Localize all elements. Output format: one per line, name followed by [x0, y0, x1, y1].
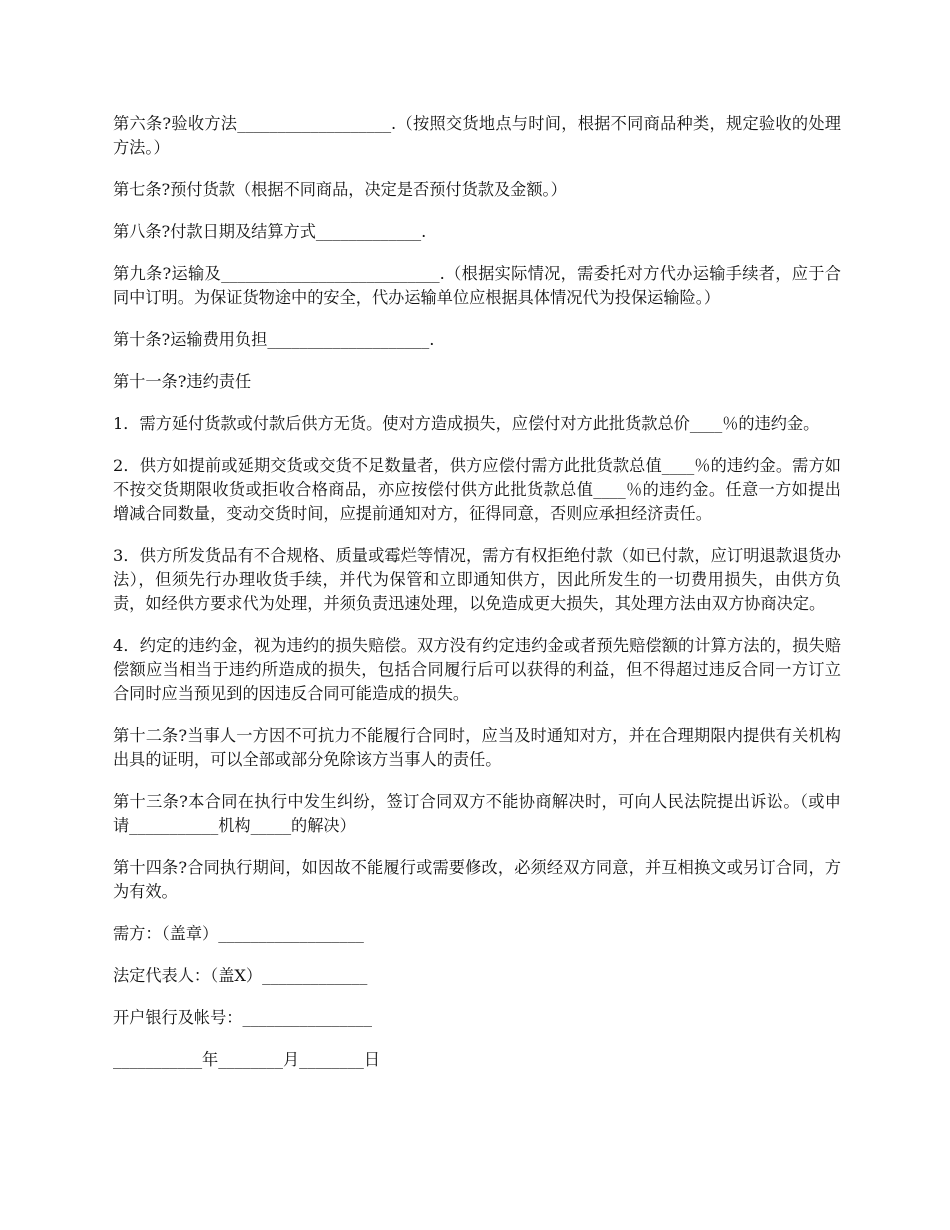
liability-item-2: 2．供方如提前或延期交货或交货不足数量者，供方应偿付需方此批货款总值____％的违约金。需方如不按交货期限收货或拒收合格商品，亦应按偿付供方此批货款总值____％的违约金。任意一方如提出增减合同数量，变动交货时间，应提前通知对方，征得同意，否则应承担经济责任。 — [113, 456, 841, 523]
clause-7-prepayment: 第七条?预付货款（根据不同商品，决定是否预付货款及金额。） — [113, 180, 567, 199]
liability-item-3: 3．供方所发货品有不合规格、质量或霉烂等情况，需方有权拒绝付款（如已付款，应订明退款退货办法），但须先行办理收货手续，并代为保管和立即通知供方，因此所发生的一切费用损失，由供方负责，如经供方要求代为处理，并须负责迅速处理，以免造成更大损失，其处理方法由双方协商决定。 — [113, 546, 841, 613]
legal-representative-line: 法定代表人：（盖X）_____________ — [113, 966, 368, 985]
clause-11-liability-heading: 第十一条?违约责任 — [113, 372, 252, 391]
buyer-seal-line: 需方：（盖章）__________________ — [113, 924, 364, 943]
clause-6-inspection: 第六条?验收方法___________________.（按照交货地点与时间，根据不同商品种类，规定验收的处理方法。） — [113, 114, 841, 157]
liability-item-1: 1．需方延付货款或付款后供方无货。使对方造成损失，应偿付对方此批货款总价____％的违约金。 — [113, 414, 820, 433]
date-line: ___________年________月________日 — [113, 1050, 381, 1069]
clause-9-transport: 第九条?运输及___________________________.（根据实际情况，需委托对方代办运输手续者，应于合同中订明。为保证货物途中的安全，代办运输单位应根据具体情况代为投保运输险。） — [113, 264, 841, 307]
clause-13-disputes: 第十三条?本合同在执行中发生纠纷，签订合同双方不能协商解决时，可向人民法院提出诉讼。（或申请___________机构_____的解决） — [113, 792, 841, 835]
clause-12-force-majeure: 第十二条?当事人一方因不可抗力不能履行合同时，应当及时通知对方，并在合理期限内提供有关机构出具的证明，可以全部或部分免除该方当事人的责任。 — [113, 726, 841, 769]
clause-14-amendments: 第十四条?合同执行期间，如因故不能履行或需要修改，必须经双方同意，并互相换文或另订合同，方为有效。 — [113, 858, 841, 901]
clause-10-transport-cost: 第十条?运输费用负担____________________. — [113, 330, 435, 349]
bank-account-line: 开户银行及帐号：________________ — [113, 1008, 372, 1027]
liability-item-4: 4．约定的违约金，视为违约的损失赔偿。双方没有约定违约金或者预先赔偿额的计算方法的，损失赔偿额应当相当于违约所造成的损失，包括合同履行后可以获得的利益，但不得超过违反合同一方订立合同时应当预见到的因违反合同可能造成的损失。 — [113, 636, 841, 703]
contract-page — [113, 112, 841, 1090]
clause-8-payment-date: 第八条?付款日期及结算方式_____________. — [113, 222, 427, 241]
